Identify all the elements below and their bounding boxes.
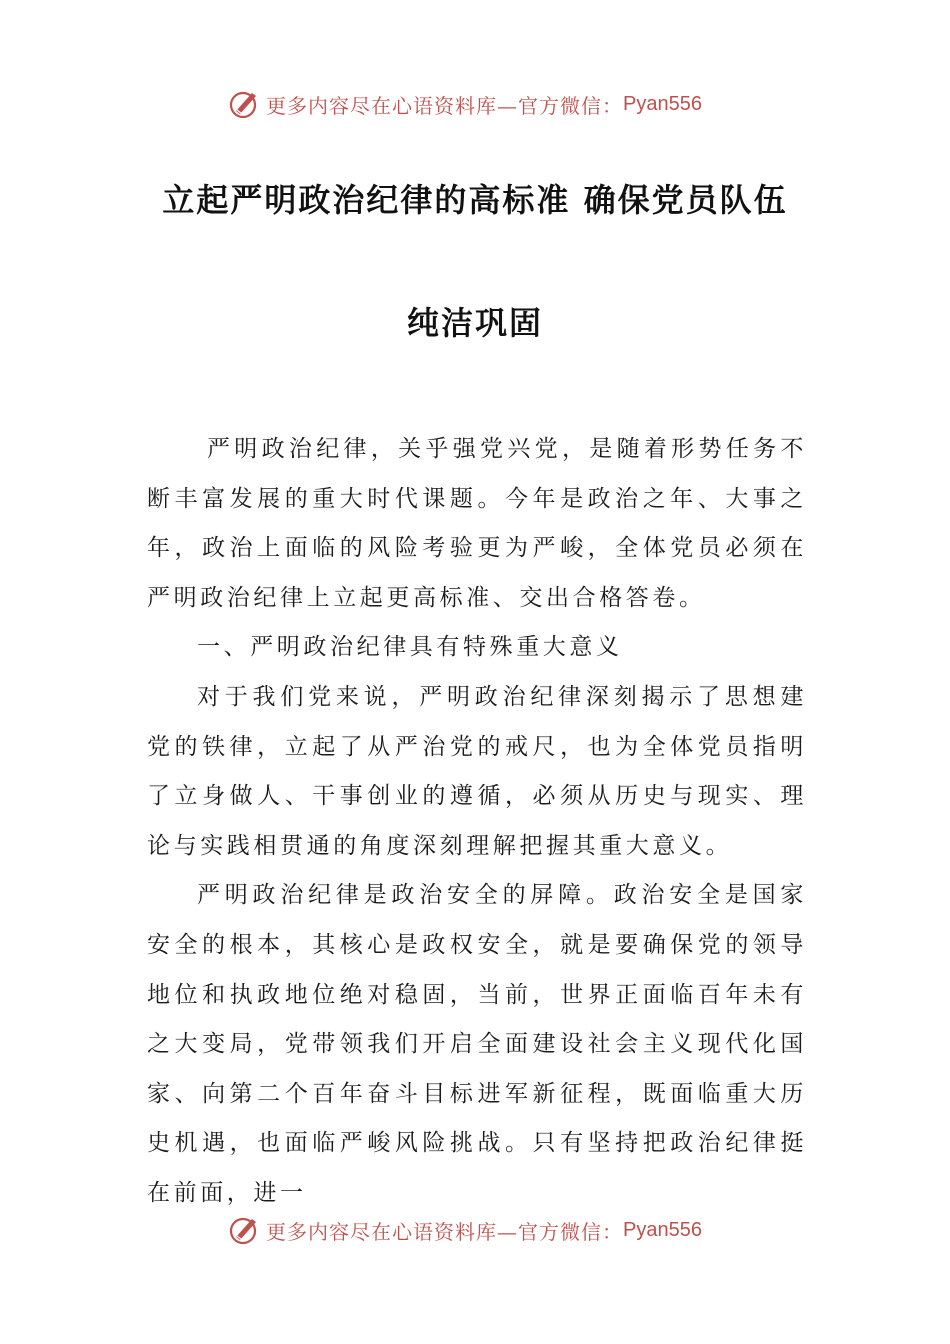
header-watermark xyxy=(228,84,702,124)
watermark-account: Pyan556 xyxy=(623,92,702,115)
watermark-account: Pyan556 xyxy=(623,1218,702,1241)
pen-nib-circle-icon xyxy=(228,1213,262,1247)
document-title-line-2: 纯洁巩固 xyxy=(406,304,543,342)
footer-watermark xyxy=(228,1210,702,1250)
paragraph-3: 严明政治纪律是政治安全的屏障。政治安全是国家安全的根本，其核心是政权安全，就是要确保党的领导地位和执政地位绝对稳固，当前，世界正面临百年未有之大变局，党带领我们开启全面建设社会主义现代化国家、向第二个百年奋斗目标进军新征程，既面临重大历史机遇，也面临严峻风险挑战。只有坚持把政治纪律挺在前面，进一 xyxy=(147,882,807,1206)
watermark-text: 更多内容尽在心语资料库—官方微信： xyxy=(266,1219,623,1244)
pen-nib-circle-icon xyxy=(228,87,262,121)
watermark-text: 更多内容尽在心语资料库—官方微信： xyxy=(266,93,623,118)
section-heading-1: 一、严明政治纪律具有特殊重大意义 xyxy=(197,634,623,661)
document-title-line-1: 立起严明政治纪律的高标准 确保党员队伍 xyxy=(162,181,788,219)
paragraph-2: 对于我们党来说，严明政治纪律深刻揭示了思想建党的铁律，立起了从严治党的戒尺，也为全体党员指明了立身做人、干事创业的遵循，必须从历史与现实、理论与实践相贯通的角度深刻理解把握其重大意义。 xyxy=(147,683,807,859)
document-body xyxy=(147,425,807,1219)
paragraph-intro: 严明政治纪律，关乎强党兴党，是随着形势任务不断丰富发展的重大时代课题。今年是政治之年、大事之年，政治上面临的风险考验更为严峻，全体党员必须在严明政治纪律上立起更高标准、交出合格答卷。 xyxy=(147,436,807,611)
